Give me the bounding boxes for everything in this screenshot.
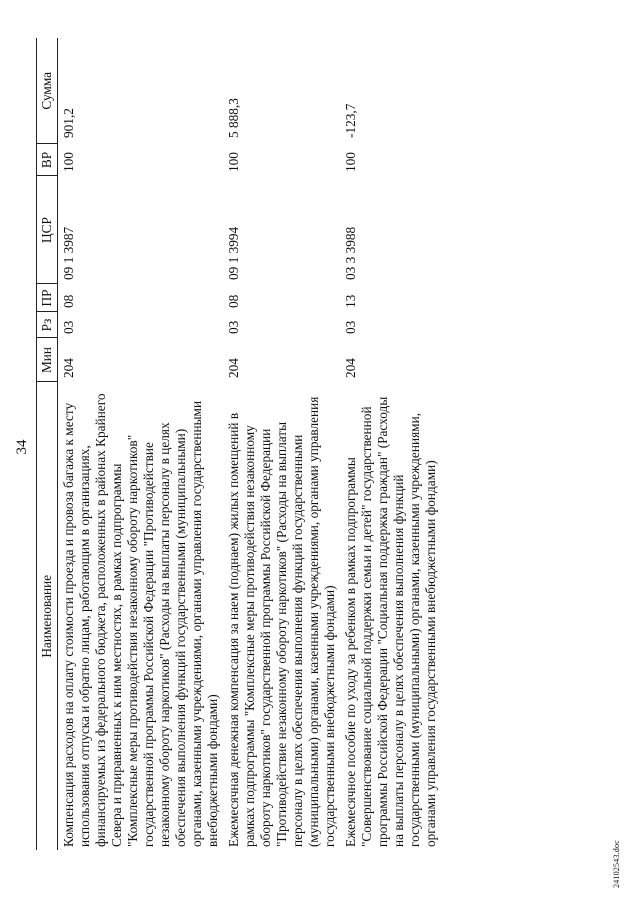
header-name: Наименование <box>37 382 58 850</box>
page-number: 34 <box>14 439 30 455</box>
row-name: Ежемесячная денежная компенсация за наем (поднаем) жилых помещений в рамках подпрограммы "Комплексные меры противодействия незаконному обороту наркотиков" государственной программы Российской Федерации "Противодействие незаконному обороту наркотиков" (Расходы на выплаты персоналу в целях обеспечения выполнения функций государственными (муниципальными) органами, казенными учреждениями, органами управления государственными внебюджетными фондами) <box>226 396 337 847</box>
document-sheet <box>0 2 640 892</box>
row-sum: 901,2 <box>61 108 76 138</box>
table-row <box>223 38 340 850</box>
row-min: 204 <box>343 358 358 378</box>
row-rz: 03 <box>61 320 76 334</box>
header-pr: ПР <box>37 284 58 312</box>
table-row <box>340 38 441 850</box>
row-min: 204 <box>61 358 76 378</box>
row-pr: 13 <box>343 294 358 308</box>
row-vr: 100 <box>226 152 241 172</box>
row-csr: 03 3 3988 <box>343 226 358 280</box>
row-pr: 08 <box>226 294 241 308</box>
document-code: 24102543.doc <box>612 840 621 888</box>
header-rz: Рз <box>37 312 58 338</box>
row-pr: 08 <box>61 294 76 308</box>
header-sum: Сумма <box>37 38 58 144</box>
row-min: 204 <box>226 358 241 378</box>
header-csr: ЦСР <box>37 176 58 284</box>
row-sum: -123,7 <box>343 103 358 138</box>
table-header-row <box>37 38 58 850</box>
row-rz: 03 <box>343 320 358 334</box>
budget-table <box>36 38 441 850</box>
row-vr: 100 <box>61 152 76 172</box>
row-name: Ежемесячное пособие по уходу за ребенком в рамках подпрограммы "Совершенствование социальной поддержки семьи и детей" государственной программы Российской Федерации "Социальная поддержка граждан" (Расходы на выплаты персоналу в целях обеспечения выполнения функций государственными (муниципальными) органами, казенными учреждениями, органами управления государственными внебюджетными фондами) <box>343 396 438 847</box>
row-rz: 03 <box>226 320 241 334</box>
table-row <box>58 38 224 850</box>
row-csr: 09 1 3987 <box>61 226 76 280</box>
row-name: Компенсация расходов на оплату стоимости проезда и провоза багажа к месту использования отпуска и обратно лицам, работающим в организациях, финансируемых из федерального бюджета, расположенных в районах Крайнего Севера и приравненных к ним местностях, в рамках подпрограммы "Комплексные меры противодействия незаконному обороту наркотиков" государственной программы Российской Федерации "Противодействие незаконному обороту наркотиков" (Расходы на выплаты персоналу в целях обеспечения выполнения функций государственными (муниципальными) органами, казенными учреждениями, органами управления государственными внебюджетными фондами) <box>61 393 220 847</box>
header-vr: ВР <box>37 144 58 176</box>
row-sum: 5 888,3 <box>226 98 241 138</box>
row-csr: 09 1 3994 <box>226 226 241 280</box>
header-min: Мин <box>37 338 58 382</box>
row-vr: 100 <box>343 152 358 172</box>
